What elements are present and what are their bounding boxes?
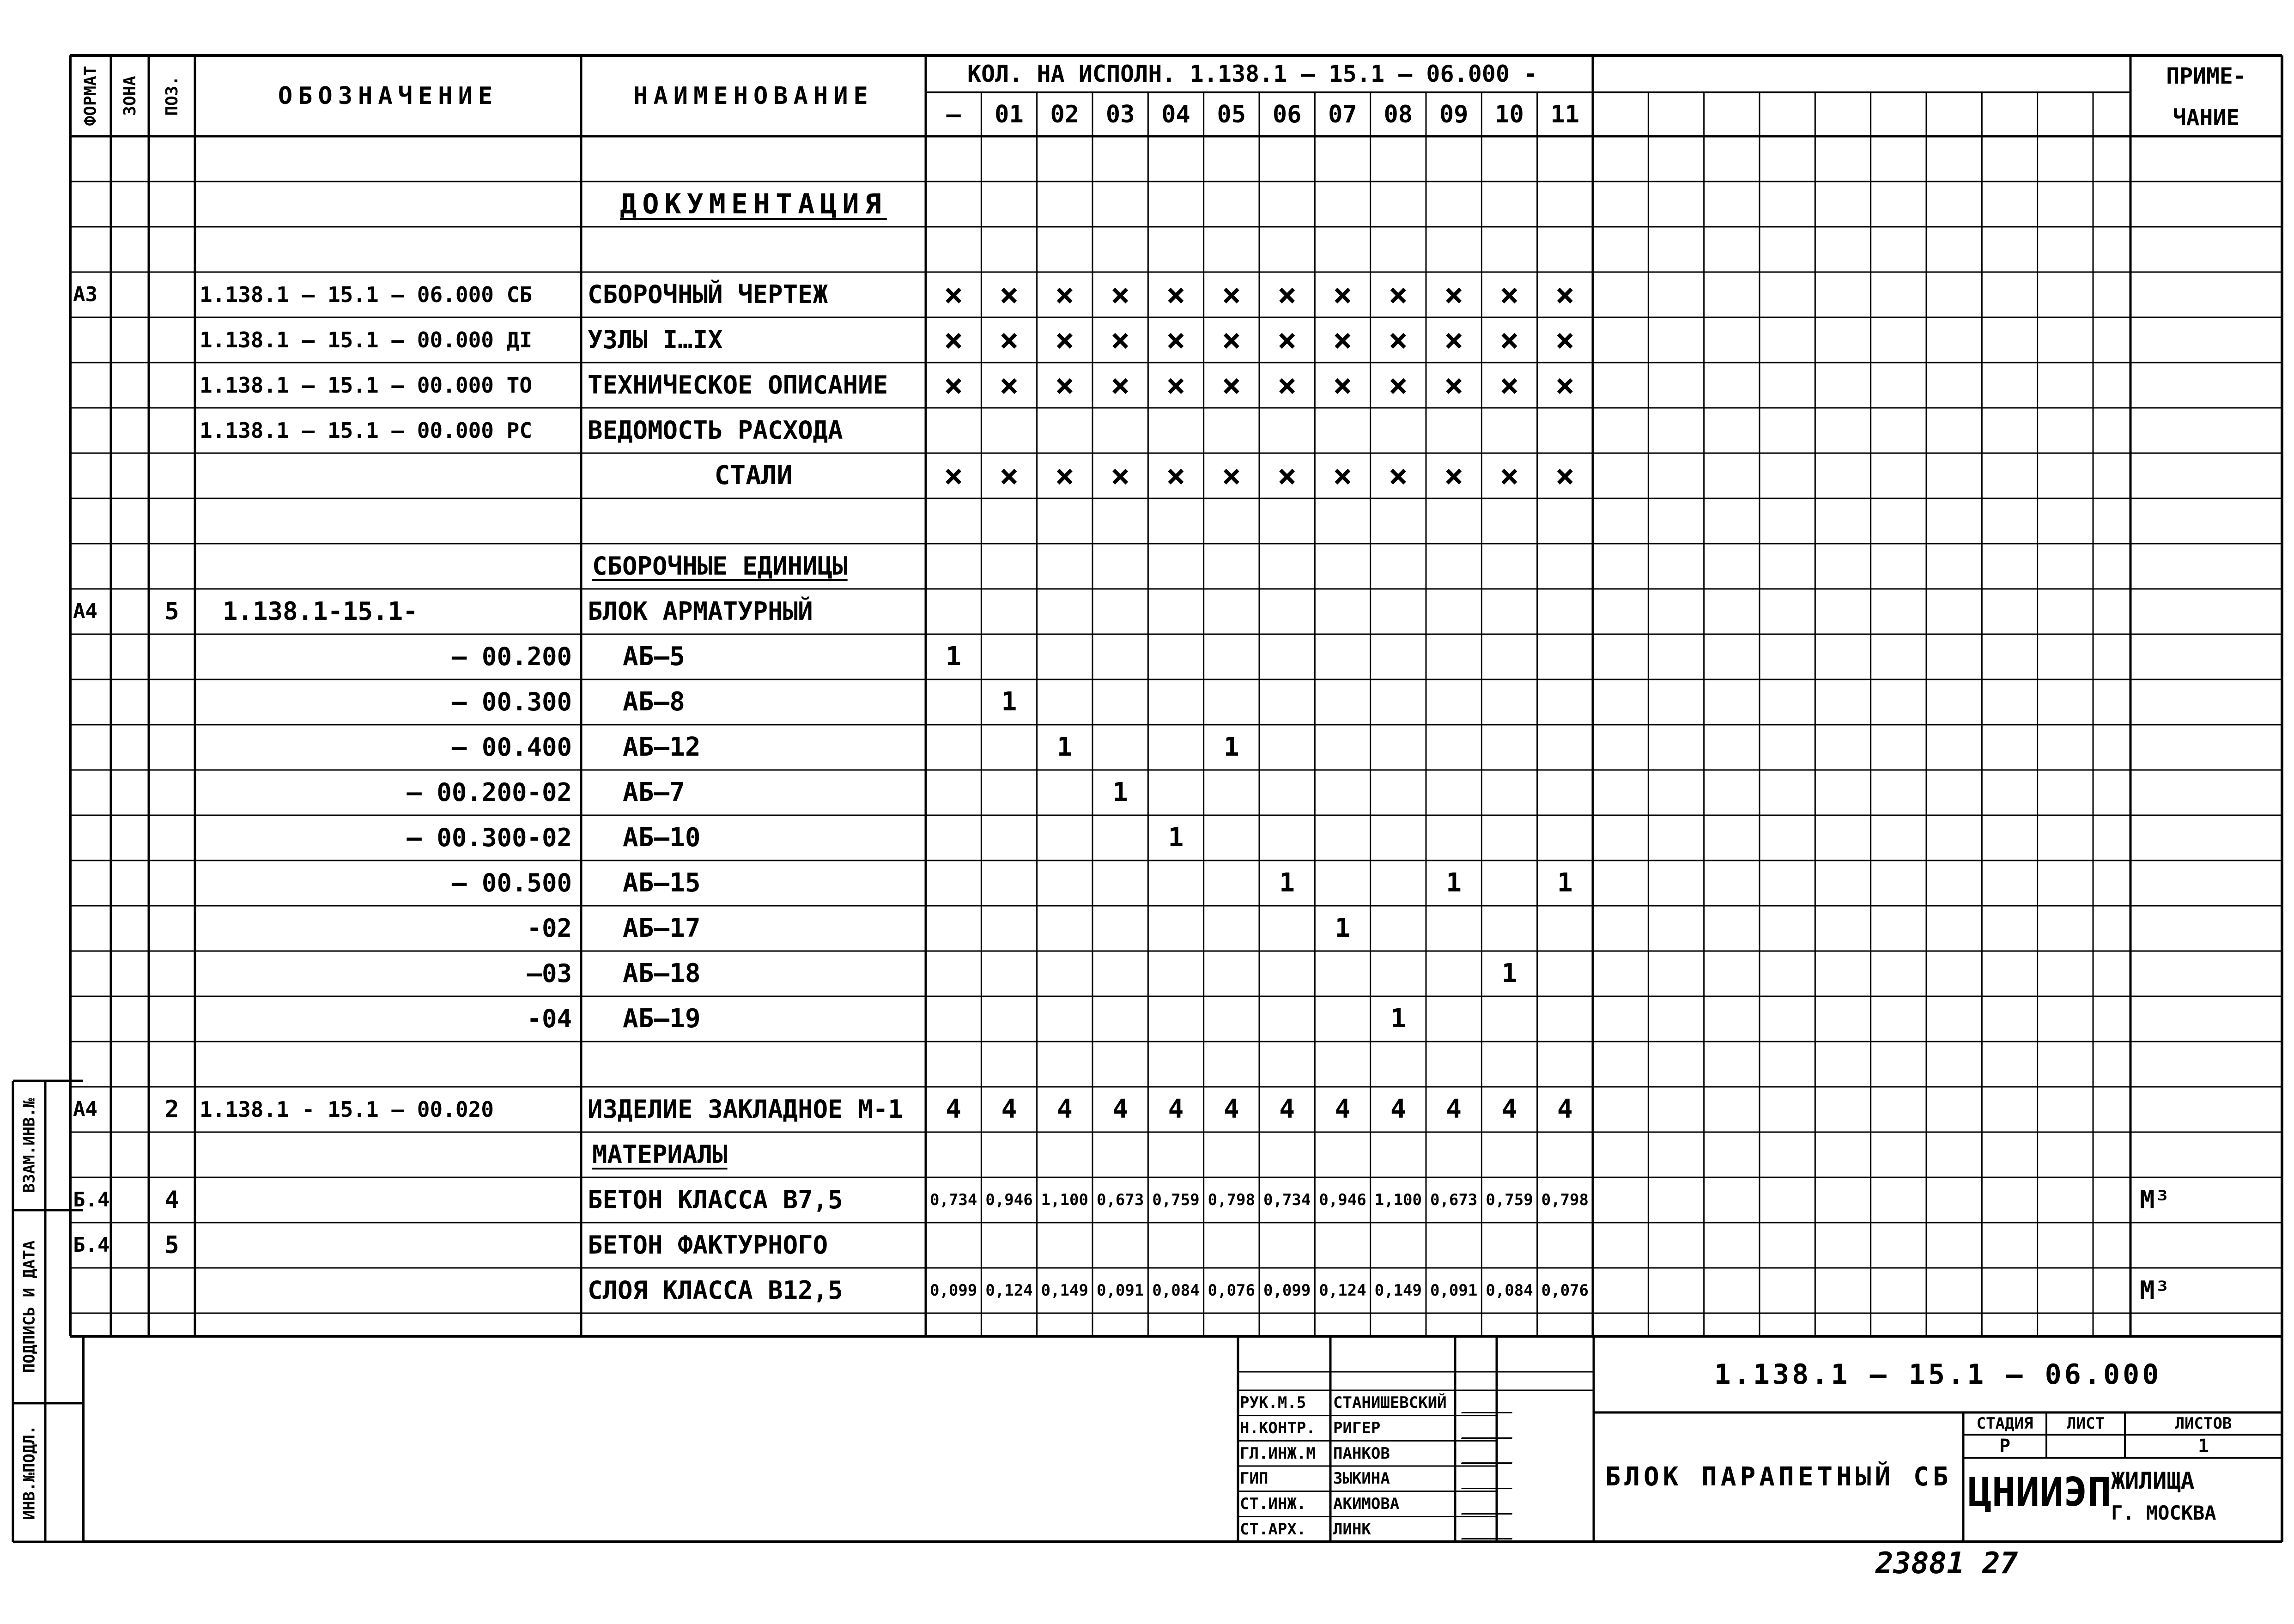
qty-count: 1 <box>1001 687 1017 717</box>
qty-value: 0,099 <box>1263 1281 1311 1300</box>
qty-value: 0,076 <box>1541 1281 1589 1300</box>
qty-cross-mark: × <box>999 366 1019 404</box>
staff-role: ГИП <box>1240 1469 1268 1488</box>
exec-col-10: 10 <box>1495 100 1524 128</box>
qty-cross-mark: × <box>1277 276 1297 314</box>
qty-value: 0,124 <box>985 1281 1033 1300</box>
qty-cross-mark: × <box>1333 321 1353 359</box>
qty-count: 4 <box>1112 1094 1129 1124</box>
exec-col-03: 03 <box>1105 100 1135 128</box>
qty-cross-mark: × <box>999 276 1019 314</box>
qty-cross-mark: × <box>1444 366 1464 404</box>
signature-mark <box>1461 1396 1518 1413</box>
stamp-signature-date <box>13 1210 45 1403</box>
qty-cross-mark: × <box>1111 366 1130 404</box>
qty-value: 0,734 <box>929 1191 977 1209</box>
qty-value: 0,673 <box>1430 1191 1478 1209</box>
row-format: А4 <box>73 1097 97 1121</box>
exec-col-01: 01 <box>995 100 1024 128</box>
row-name: АБ–19 <box>623 1004 701 1034</box>
exec-col-04: 04 <box>1161 100 1190 128</box>
qty-value: 0,798 <box>1541 1191 1589 1209</box>
qty-cross-mark: × <box>1499 457 1519 495</box>
staff-role: СТ.АРХ. <box>1240 1520 1306 1539</box>
row-name: ТЕХНИЧЕСКОЕ ОПИСАНИЕ <box>588 370 888 400</box>
row-pos: 2 <box>164 1096 179 1123</box>
staff-name: ЗЫКИНА <box>1333 1469 1390 1488</box>
qty-cross-mark: × <box>1388 366 1408 404</box>
qty-count: 4 <box>1168 1094 1184 1124</box>
row-designation: 1.138.1 - 15.1 – 00.020 <box>200 1097 494 1122</box>
stamp-original-inventory-text: ИНВ.№ПОДЛ. <box>20 1425 39 1520</box>
qty-cross-mark: × <box>1055 276 1074 314</box>
qty-cross-mark: × <box>1221 276 1241 314</box>
qty-cross-mark: × <box>1333 276 1353 314</box>
qty-cross-mark: × <box>944 366 964 404</box>
qty-cross-mark: × <box>1555 366 1575 404</box>
qty-count: 1 <box>1112 777 1129 807</box>
qty-value: 0,149 <box>1374 1281 1422 1300</box>
header-qty-title: КОЛ. НА ИСПОЛН. 1.138.1 – 15.1 – 06.000 - <box>967 61 1538 87</box>
qty-count: 1 <box>946 642 962 672</box>
exec-col-08: 08 <box>1384 100 1413 128</box>
qty-count: 4 <box>1390 1094 1406 1124</box>
qty-cross-mark: × <box>1277 457 1297 495</box>
organization-subtitle: ЖИЛИЩА <box>2111 1467 2195 1494</box>
qty-count: 4 <box>1056 1094 1073 1124</box>
row-name: ВЕДОМОСТЬ РАСХОДА <box>588 416 843 445</box>
footer-note: 23881 27 <box>1875 1546 2018 1581</box>
header-name: НАИМЕНОВАНИЕ <box>633 82 874 110</box>
sheet-value <box>2046 1435 2125 1458</box>
sheets-value: 1 <box>2197 1436 2209 1457</box>
header-format <box>70 55 111 136</box>
staff-name: ЛИНК <box>1333 1520 1371 1539</box>
qty-cross-mark: × <box>1444 321 1464 359</box>
row-note: М³ <box>2140 1276 2170 1305</box>
qty-value: 0,946 <box>1319 1191 1366 1209</box>
row-name: АБ–12 <box>623 732 701 762</box>
qty-cross-mark: × <box>1499 321 1519 359</box>
staff-role: ГЛ.ИНЖ.М <box>1240 1444 1316 1463</box>
exec-col-02: 02 <box>1050 100 1080 128</box>
qty-value: 0,091 <box>1430 1281 1478 1300</box>
signature-mark <box>1461 1472 1518 1489</box>
header-pos <box>149 55 195 136</box>
row-name: АБ–5 <box>623 642 685 672</box>
qty-count: 4 <box>1279 1094 1295 1124</box>
row-name: ИЗДЕЛИЕ ЗАКЛАДНОЕ М-1 <box>588 1095 903 1124</box>
row-note: М³ <box>2140 1185 2170 1214</box>
row-pos: 5 <box>164 1231 179 1259</box>
qty-value: 0,673 <box>1096 1191 1144 1209</box>
row-designation: – 00.500 <box>451 868 572 897</box>
qty-count: 4 <box>1501 1094 1517 1124</box>
header-note-line1: ПРИМЕ- <box>2166 63 2246 89</box>
qty-cross-mark: × <box>1055 321 1074 359</box>
section-heading: МАТЕРИАЛЫ <box>592 1140 728 1169</box>
stamp-signature-date-text: ПОДПИСЬ И ДАТА <box>20 1240 39 1373</box>
stamp-original-inventory <box>13 1403 45 1542</box>
exec-col-11: 11 <box>1550 100 1580 128</box>
qty-value: 1,100 <box>1041 1191 1088 1209</box>
row-name: АБ–18 <box>623 958 701 988</box>
qty-cross-mark: × <box>1333 366 1353 404</box>
staff-role: РУК.М.5 <box>1240 1394 1306 1412</box>
stage-label: СТАДИЯ <box>1976 1414 2033 1433</box>
qty-count: 1 <box>1501 958 1517 988</box>
qty-cross-mark: × <box>999 321 1019 359</box>
row-name: БЛОК АРМАТУРНЫЙ <box>588 597 813 626</box>
qty-count: 1 <box>1223 732 1239 762</box>
row-designation: – 00.200-02 <box>407 778 572 807</box>
qty-cross-mark: × <box>1111 457 1130 495</box>
qty-count: 4 <box>1446 1094 1462 1124</box>
row-designation: 1.138.1 – 15.1 – 00.000 РС <box>200 418 533 443</box>
staff-name: СТАНИШЕВСКИЙ <box>1333 1394 1447 1412</box>
stamp-replacement-inventory-text: ВЗАМ.ИНВ.№ <box>20 1098 39 1193</box>
header-note-line2: ЧАНИЕ <box>2173 105 2240 131</box>
header-pos-text: ПОЗ. <box>162 76 182 116</box>
row-designation: 1.138.1 – 15.1 – 06.000 СБ <box>200 282 533 307</box>
qty-value: 0,946 <box>985 1191 1033 1209</box>
row-name: БЕТОН ФАКТУРНОГО <box>588 1230 828 1260</box>
stage-value: Р <box>1999 1436 2011 1457</box>
qty-cross-mark: × <box>1166 457 1186 495</box>
qty-count: 4 <box>1557 1094 1573 1124</box>
qty-count: 1 <box>1557 868 1573 898</box>
section-heading: ДОКУМЕНТАЦИЯ <box>620 188 887 220</box>
exec-col-base: — <box>946 100 961 128</box>
row-name: СТАЛИ <box>714 461 793 491</box>
qty-cross-mark: × <box>944 457 964 495</box>
exec-col-09: 09 <box>1439 100 1469 128</box>
qty-cross-mark: × <box>1055 366 1074 404</box>
qty-cross-mark: × <box>1388 321 1408 359</box>
qty-cross-mark: × <box>1221 366 1241 404</box>
qty-count: 1 <box>1446 868 1462 898</box>
row-pos: 4 <box>164 1186 179 1214</box>
row-designation: 1.138.1-15.1- <box>223 597 418 626</box>
row-name: БЕТОН КЛАССА В7,5 <box>588 1185 843 1214</box>
sheet-label: ЛИСТ <box>2067 1414 2105 1433</box>
qty-value: 0,798 <box>1208 1191 1255 1209</box>
qty-cross-mark: × <box>999 457 1019 495</box>
qty-count: 4 <box>1335 1094 1351 1124</box>
row-format: Б.4 <box>73 1233 110 1257</box>
exec-col-07: 07 <box>1328 100 1357 128</box>
signature-mark <box>1461 1522 1518 1539</box>
row-format: А4 <box>73 600 97 623</box>
qty-value: 0,084 <box>1152 1281 1200 1300</box>
qty-count: 1 <box>1056 732 1073 762</box>
signature-mark <box>1461 1497 1518 1515</box>
qty-value: 0,099 <box>929 1281 977 1300</box>
row-designation: 1.138.1 – 15.1 – 00.000 ТО <box>200 373 533 398</box>
row-designation: – 00.300-02 <box>407 823 572 852</box>
qty-cross-mark: × <box>1444 276 1464 314</box>
qty-cross-mark: × <box>1166 366 1186 404</box>
row-designation: – 00.300 <box>451 687 572 716</box>
row-pos: 5 <box>164 598 179 625</box>
staff-name: ПАНКОВ <box>1333 1444 1390 1463</box>
qty-count: 1 <box>1390 1004 1406 1034</box>
header-zone <box>111 55 149 136</box>
row-format: Б.4 <box>73 1188 110 1212</box>
section-heading: СБОРОЧНЫЕ ЕДИНИЦЫ <box>592 551 848 581</box>
qty-cross-mark: × <box>1055 457 1074 495</box>
staff-role: СТ.ИНЖ. <box>1240 1494 1306 1513</box>
qty-cross-mark: × <box>1277 321 1297 359</box>
signature-mark <box>1461 1421 1518 1439</box>
qty-cross-mark: × <box>944 276 964 314</box>
signature-mark <box>1461 1446 1518 1464</box>
row-name: АБ–17 <box>623 913 701 943</box>
row-designation: – 00.400 <box>451 733 572 762</box>
header-format-text: ФОРМАТ <box>81 66 100 126</box>
qty-value: 0,084 <box>1486 1281 1533 1300</box>
qty-cross-mark: × <box>1444 457 1464 495</box>
qty-cross-mark: × <box>1221 321 1241 359</box>
row-name: УЗЛЫ I…IX <box>588 325 723 354</box>
row-designation: – 00.200 <box>451 642 572 671</box>
qty-cross-mark: × <box>1166 276 1186 314</box>
row-name: АБ–7 <box>623 777 685 807</box>
qty-cross-mark: × <box>1166 321 1186 359</box>
qty-cross-mark: × <box>1111 276 1130 314</box>
qty-value: 0,149 <box>1041 1281 1088 1300</box>
document-title: БЛОК ПАРАПЕТНЫЙ СБ <box>1605 1462 1952 1492</box>
qty-cross-mark: × <box>1388 457 1408 495</box>
row-name: СБОРОЧНЫЙ ЧЕРТЕЖ <box>588 280 828 309</box>
qty-cross-mark: × <box>1555 276 1575 314</box>
organization-name: ЦНИИЭП <box>1968 1469 2112 1515</box>
qty-cross-mark: × <box>1388 276 1408 314</box>
staff-name: АКИМОВА <box>1333 1494 1400 1513</box>
exec-col-05: 05 <box>1217 100 1246 128</box>
document-number: 1.138.1 – 15.1 – 06.000 <box>1714 1358 2162 1391</box>
header-designation: ОБОЗНАЧЕНИЕ <box>278 82 498 110</box>
row-designation: -02 <box>527 914 572 943</box>
qty-cross-mark: × <box>1555 457 1575 495</box>
row-name: АБ–10 <box>623 823 701 853</box>
qty-cross-mark: × <box>1555 321 1575 359</box>
qty-value: 1,100 <box>1374 1191 1422 1209</box>
row-name: АБ–15 <box>623 868 701 898</box>
exec-col-06: 06 <box>1272 100 1302 128</box>
row-format: А3 <box>73 283 97 306</box>
row-name: АБ–8 <box>623 687 685 717</box>
qty-count: 4 <box>1223 1094 1239 1124</box>
qty-count: 1 <box>1279 868 1295 898</box>
qty-cross-mark: × <box>1499 366 1519 404</box>
row-designation: 1.138.1 – 15.1 – 00.000 ДI <box>200 327 533 352</box>
qty-cross-mark: × <box>1333 457 1353 495</box>
staff-role: Н.КОНТР. <box>1240 1418 1316 1437</box>
qty-cross-mark: × <box>1221 457 1241 495</box>
qty-value: 0,076 <box>1208 1281 1255 1300</box>
qty-count: 4 <box>1001 1094 1017 1124</box>
qty-value: 0,759 <box>1152 1191 1200 1209</box>
qty-value: 0,091 <box>1096 1281 1144 1300</box>
qty-cross-mark: × <box>1499 276 1519 314</box>
row-designation: -04 <box>527 1004 572 1033</box>
qty-value: 0,759 <box>1486 1191 1533 1209</box>
qty-cross-mark: × <box>944 321 964 359</box>
row-designation: –03 <box>527 959 572 988</box>
qty-cross-mark: × <box>1277 366 1297 404</box>
row-name: СЛОЯ КЛАССА В12,5 <box>588 1276 843 1305</box>
stamp-replacement-inventory <box>13 1081 45 1210</box>
qty-count: 1 <box>1168 823 1184 853</box>
staff-name: РИГЕР <box>1333 1418 1381 1437</box>
qty-cross-mark: × <box>1111 321 1130 359</box>
header-zone-text: ЗОНА <box>120 76 140 116</box>
qty-count: 1 <box>1335 913 1351 943</box>
qty-value: 0,124 <box>1319 1281 1366 1300</box>
organization-city: Г. МОСКВА <box>2111 1502 2216 1524</box>
sheets-label: ЛИСТОВ <box>2175 1414 2232 1433</box>
qty-count: 4 <box>946 1094 962 1124</box>
qty-value: 0,734 <box>1263 1191 1311 1209</box>
